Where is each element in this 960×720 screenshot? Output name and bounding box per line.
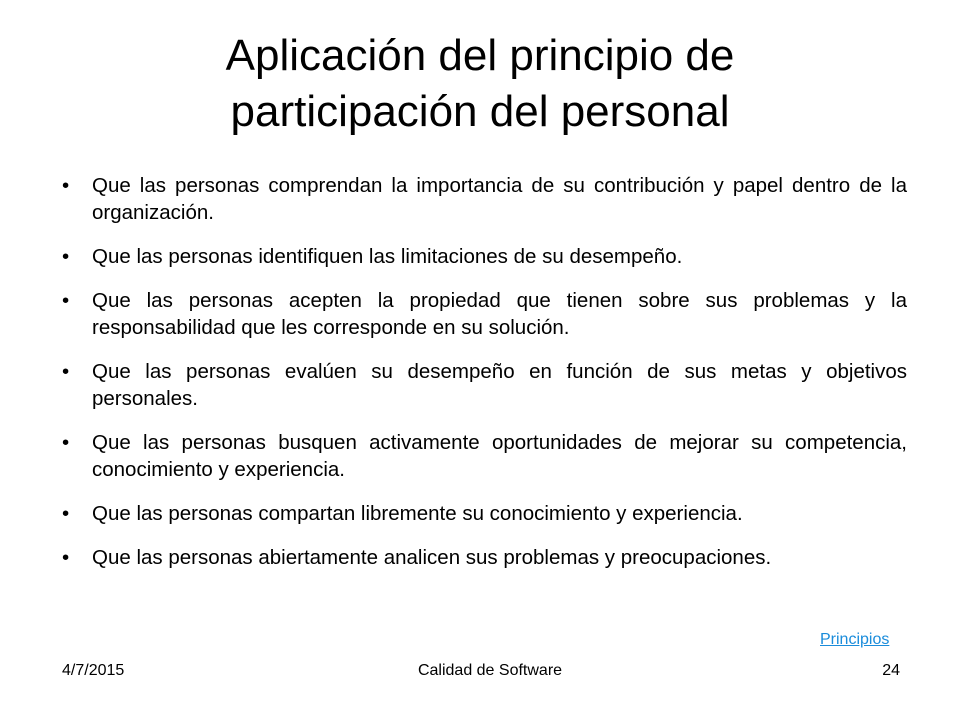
footer-title: Calidad de Software [417,662,563,679]
page-number: 24 [882,662,900,679]
bullet-item [62,358,907,412]
bullet-text: Que las personas comprendan la importancia de su contribución y papel dentro de la organización. [92,174,907,224]
bullet-item [62,243,907,270]
bullet-dot-icon: • [62,360,70,383]
bullet-dot-icon: • [62,431,70,454]
bullet-text: Que las personas busquen activamente oportunidades de mejorar su competencia, conocimiento y experiencia. [92,431,907,481]
bullet-text: Que las personas compartan libremente su conocimiento y experiencia. [92,502,743,525]
bullet-text: Que las personas acepten la propiedad que tienen sobre sus problemas y la responsabilidad que les corresponde en su solución. [92,289,907,339]
bullet-dot-icon: • [62,289,70,312]
bullet-dot-icon: • [62,546,70,569]
footer-date: 4/7/2015 [62,662,125,679]
bullet-item [62,500,907,527]
slide-title [60,28,900,140]
bullet-item [62,172,907,226]
bullet-text: Que las personas identifiquen las limitaciones de su desempeño. [92,245,683,268]
bullet-text: Que las personas abiertamente analicen sus problemas y preocupaciones. [92,546,772,569]
bullet-item [62,544,907,571]
bullet-item [62,429,907,483]
bullet-dot-icon: • [62,245,70,268]
bullet-dot-icon: • [62,502,70,525]
principios-link[interactable]: Principios [820,631,890,648]
bullet-list [62,172,907,588]
bullet-text: Que las personas evalúen su desempeño en función de sus metas y objetivos personales. [92,360,907,410]
bullet-dot-icon: • [62,174,70,197]
slide-title-line-2: participación del personal [230,87,730,136]
bullet-item [62,287,907,341]
slide-title-line-1: Aplicación del principio de [225,31,735,80]
